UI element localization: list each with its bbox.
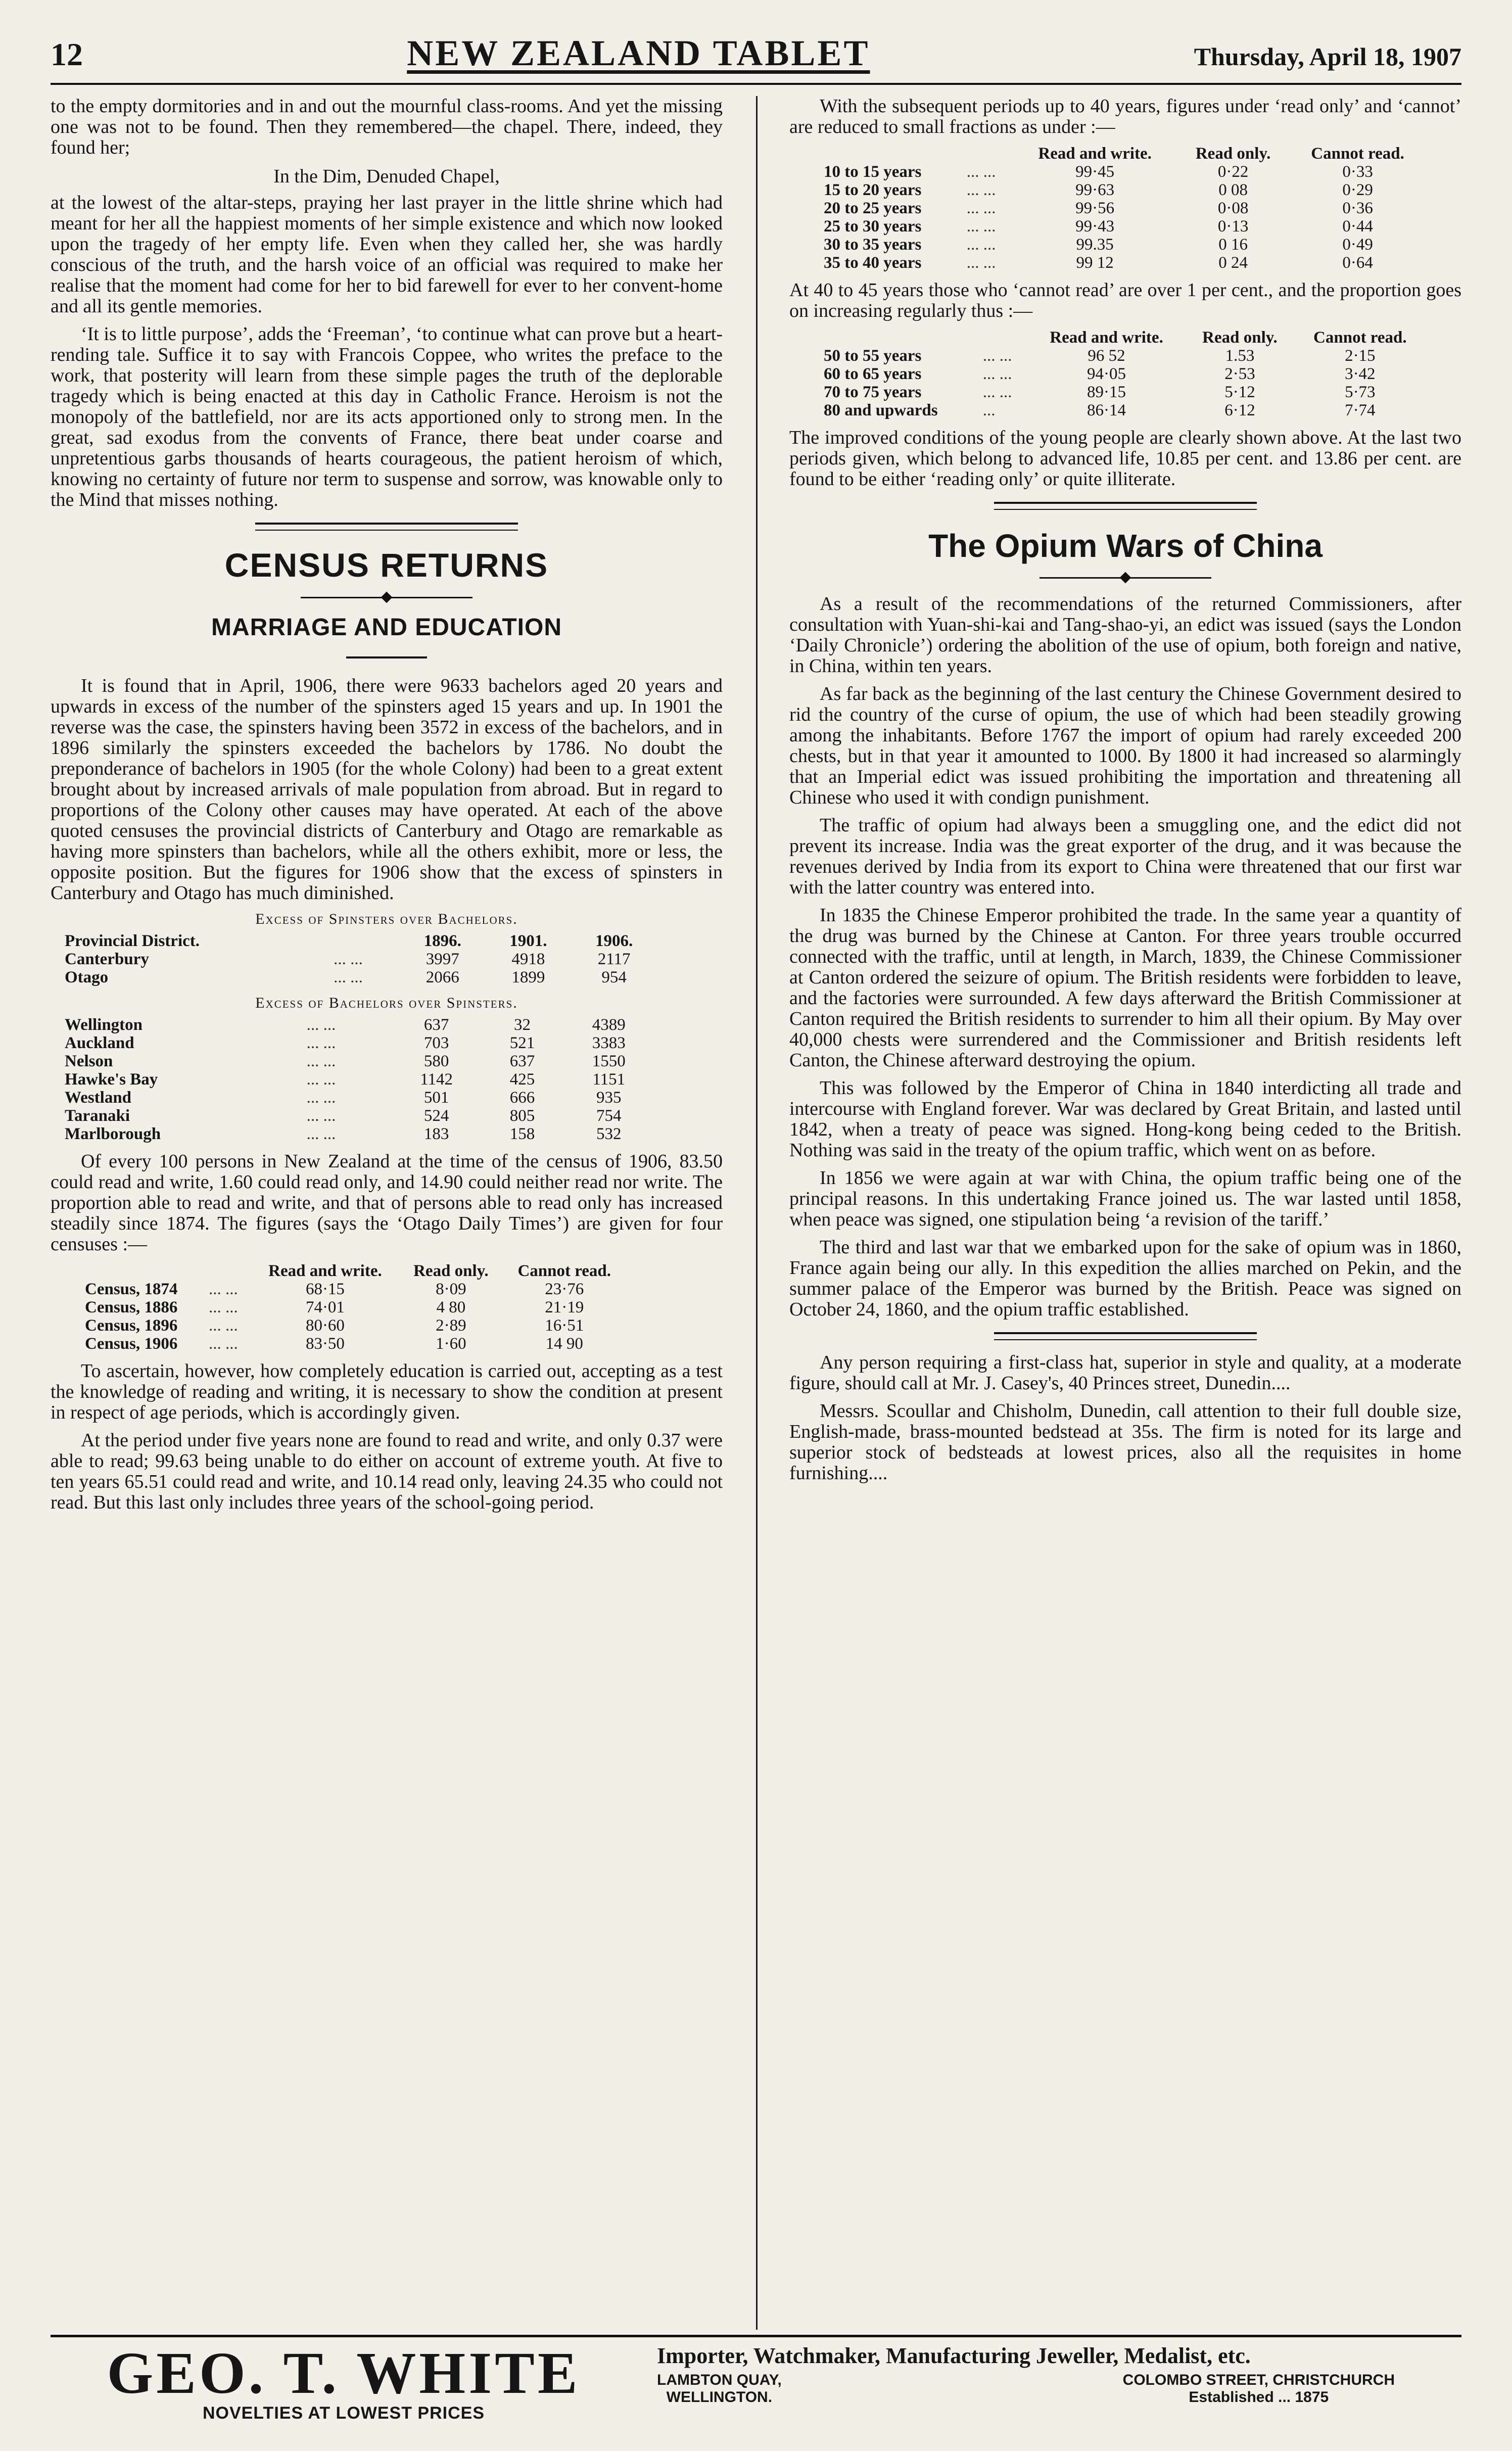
- subhead-chapel: In the Dim, Denuded Chapel,: [273, 166, 500, 187]
- paragraph-scoullar-notice: Messrs. Scoullar and Chisholm, Dunedin, call attention to their full double size, English-made, brass-mounted bedstead at 35s. The firm is noted for its large and superior stock of bedsteads at lowest prices, also all the requisites in home furnishing....: [789, 1400, 1461, 1484]
- diamond-rule: [301, 592, 472, 602]
- advert-name: GEO. T. WHITE: [107, 2340, 581, 2406]
- short-rule: [346, 656, 427, 664]
- left-column: [51, 96, 723, 2330]
- table-literacy-ages-old: [820, 328, 1426, 419]
- table-row: Census, 1874 ... ... 68·15 8·09 23·76: [85, 1280, 584, 1298]
- table-row: Westland ... ... 501 666 935: [65, 1089, 622, 1107]
- right-column: [789, 96, 1461, 2330]
- paragraph-opium-7: The third and last war that we embarked upon for the sake of opium was in 1860, France again being our ally. In this expedition the allies marched on Pekin, and the summer palace of the Emperor was burned by the British. Peace was signed on October 24, 1860, and the opium traffic established.: [789, 1237, 1461, 1320]
- section-rule: [994, 502, 1257, 510]
- table-row: 10 to 15 years ... ... 99·45 0·22 0·33: [824, 163, 1373, 181]
- table-literacy-ages-young: [820, 145, 1426, 272]
- paragraph-opium-6: In 1856 we were again at war with China, the opium traffic being one of the principal reasons. In this undertaking France joined us. The war lasted until 1858, when peace was signed, one stipulation being ‘a revision of the tariff.’: [789, 1167, 1461, 1230]
- table-header: Read only.: [1202, 328, 1278, 347]
- table-header: Read and write.: [268, 1262, 382, 1280]
- paragraph-convent-intro: to the empty dormitories and in and out the mournful class-rooms. And yet the missing one was not to be found. Then they remembered—the chapel. There, indeed, they found her;: [51, 96, 723, 158]
- table-header: Read only.: [1195, 145, 1271, 163]
- table-row: 25 to 30 years ... ... 99·43 0·13 0·44: [824, 217, 1373, 235]
- advert-address-christchurch: COLOMBO STREET, CHRISTCHURCH Established ... 1875: [1122, 2372, 1395, 2406]
- table-row: 60 to 65 years ... ... 94·05 2·53 3·42: [824, 365, 1376, 383]
- table-row: Wellington ... ... 637 32 4389: [65, 1016, 626, 1034]
- table-header: Read and write.: [1050, 328, 1163, 347]
- advert-addresses: [657, 2372, 1395, 2406]
- advert-rule: [51, 2335, 1461, 2337]
- table-bachelors-excess: [61, 1016, 657, 1143]
- census-kicker: MARRIAGE AND EDUCATION: [211, 614, 562, 641]
- paragraph-opium-2: As far back as the beginning of the last century the Chinese Government desired to rid the country of the curse of opium, the use of which had been steadily growing among the inhabitants. Before 1767 the import of opium had rarely exceeded 200 chests, but in that year it amounted to 1000. By 1800 it had increased so alarmingly that an Imperial edict was issued prohibiting the importation and threatening all Chinese who used it with condign punishment.: [789, 683, 1461, 808]
- table-row: Census, 1886 ... ... 74·01 4 80 21·19: [85, 1298, 584, 1316]
- paragraph-freeman: ‘It is to little purpose’, adds the ‘Freeman’, ‘to continue what can prove but a heart-rending tale. Suffice it to say with Francois Coppee, who writes the preface to the work, that posterity will learn from these simple pages the truth of the deplorable tragedy which is being enacted at this day in Catholic France. Heroism is not the monopoly of the battlefield, nor are its acts apportioned only to strong men. In the great, sad exodus from the convents of France, there beat under coarse and unpretentious garbs thousands of hearts courageous, the patient heroism of which, knowing no certainty of future nor term to suspense and sorrow, was knowable only to the Mind that misses nothing.: [51, 323, 723, 510]
- paragraph-opium-5: This was followed by the Emperor of China in 1840 interdicting all trade and intercourse with England forever. War was declared by Great Britain, and lasted until 1842, when a treaty of peace was signed. Hong-kong being ceded to the British. Nothing was said in the treaty of the opium traffic, which went on as before.: [789, 1077, 1461, 1161]
- paragraph-hat-notice: Any person requiring a first-class hat, superior in style and quality, at a moderate figure, should call at Mr. J. Casey's, 40 Princes street, Dunedin....: [789, 1352, 1461, 1394]
- table-row: 50 to 55 years ... ... 96 52 1.53 2·15: [824, 347, 1376, 365]
- advertisement: [51, 2340, 1461, 2444]
- paragraph-improved: The improved conditions of the young people are clearly shown above. At the last two periods given, which belong to advanced life, 10.85 per cent. and 13.86 per cent. are found to be either ‘reading only’ or quite illiterate.: [789, 427, 1461, 490]
- paragraph-opium-4: In 1835 the Chinese Emperor prohibited the trade. In the same year a quantity of the drug was burned by the Chinese at Canton. For three years trouble occurred connected with the traffic, until at length, in March, 1839, the Chinese Commissioner at Canton ordered the seizure of opium. The British residents were forbidden to leave, and the factories were surrounded. A few days afterward the British Commissioner at Canton required the British residents to surrender to him all their opium. By May over 40,000 chests were surrendered and the Commissioner and British residents left Canton, the Chinese afterward destroying the opium.: [789, 905, 1461, 1071]
- advert-brand: [51, 2340, 637, 2423]
- advert-tagline: NOVELTIES AT LOWEST PRICES: [202, 2403, 485, 2423]
- paragraph-forty: At 40 to 45 years those who ‘cannot read’ are over 1 per cent., and the proportion goes on increasing regularly thus :—: [789, 279, 1461, 321]
- table-header: 1906.: [595, 932, 633, 950]
- table-header: Cannot read.: [517, 1262, 611, 1280]
- table-row: 30 to 35 years ... ... 99.35 0 16 0·49: [824, 235, 1373, 254]
- paragraph-census-4: At the period under five years none are found to read and write, and only 0.37 were able to read; 99.63 being unable to do either on account of extreme youth. At five to ten years 65.51 could read and write, and 10.14 read only, leaving 24.35 who could not read. But this last only includes three years of the school-going period.: [51, 1430, 723, 1513]
- issue-date: Thursday, April 18, 1907: [1194, 42, 1461, 71]
- table-row: 35 to 40 years ... ... 99 12 0 24 0·64: [824, 254, 1373, 272]
- table-row: Nelson ... ... 580 637 1550: [65, 1052, 626, 1070]
- paragraph-periods: With the subsequent periods up to 40 years, figures under ‘read only’ and ‘cannot’ are reduced to small fractions as under :—: [789, 96, 1461, 137]
- paper-title: NEW ZEALAND TABLET: [407, 33, 870, 73]
- table-header: Provincial District.: [65, 932, 200, 950]
- paragraph-census-2: Of every 100 persons in New Zealand at the time of the census of 1906, 83.50 could read and write, 1.60 could read only, and 14.90 could neither read nor write. The proportion able to read and write, and that of persons able to read only has increased steadily since 1874. The figures (says the ‘Otago Daily Times’) are given for four censuses :—: [51, 1151, 723, 1255]
- table-header: Read and write.: [1038, 145, 1152, 163]
- columns: [51, 96, 1461, 2330]
- table-header: 1896.: [423, 932, 461, 950]
- table-row: Hawke's Bay ... ... 1142 425 1151: [65, 1070, 626, 1089]
- table-row: Census, 1896 ... ... 80·60 2·89 16·51: [85, 1316, 584, 1335]
- advert-info: [637, 2343, 1461, 2406]
- table-row: Canterbury ... ... 3997 4918 2117: [65, 950, 631, 968]
- table-header: Cannot read.: [1311, 145, 1404, 163]
- section-rule: [994, 1332, 1257, 1340]
- paragraph-census-1: It is found that in April, 1906, there were 9633 bachelors aged 20 years and upwards in excess of the number of the spinsters aged 15 years and up. In 1901 the reverse was the case, the spinsters having been 3572 in excess of the bachelors, and in 1896 similarly the spinsters exceeded the bachelors by 1786. No doubt the preponderance of bachelors in 1905 (for the whole Colony) had been to a great extent brought about by increased arrivals of male population from abroad. But in regard to proportions of the Colony other causes may have operated. At each of the above quoted censuses the provincial districts of Canterbury and Otago are remarkable as having more spinsters than bachelors, while all the others exhibit, more or less, the opposite position. But the figures for 1906 show that the excess of spinsters in Canterbury and Otago has much diminished.: [51, 675, 723, 904]
- table-row: Auckland ... ... 703 521 3383: [65, 1034, 626, 1052]
- table-header: 1901.: [509, 932, 547, 950]
- table-caption-spinsters: Excess of Spinsters over Bachelors.: [255, 911, 518, 927]
- section-rule: [255, 523, 518, 531]
- table-spinsters-excess: [61, 932, 657, 986]
- table-header: Read only.: [413, 1262, 489, 1280]
- table-row: Census, 1906 ... ... 83·50 1·60 14 90: [85, 1335, 583, 1353]
- page-number: 12: [51, 36, 83, 72]
- table-row: 20 to 25 years ... ... 99·56 0·08 0·36: [824, 199, 1373, 217]
- table-row: Otago ... ... 2066 1899 954: [65, 968, 627, 986]
- advert-trades: Importer, Watchmaker, Manufacturing Jeweller, Medalist, etc.: [657, 2343, 1251, 2368]
- table-row: 80 and upwards ... 86·14 6·12 7·74: [824, 401, 1376, 419]
- paragraph-opium-3: The traffic of opium had always been a smuggling one, and the edict did not prevent its increase. India was the great exporter of the drug, and it was because the revenues derived by India from its export to China were threatened that our first war with the latter country was entered into.: [789, 815, 1461, 898]
- paragraph-chapel: at the lowest of the altar-steps, praying her last prayer in the little shrine which had meant for her all the happiest moments of her simple existence and which now looked upon the tragedy of her empty life. Even when they called her, she was hardly conscious of the truth, and the harsh voice of an official was required to make her realise that the moment had come for her to bid farewell for ever to her convent-home and all its gentle memories.: [51, 192, 723, 317]
- census-headline: CENSUS RETURNS: [224, 546, 549, 584]
- opium-headline: The Opium Wars of China: [928, 528, 1322, 564]
- table-row: 15 to 20 years ... ... 99·63 0 08 0·29: [824, 181, 1373, 199]
- advert-address-wellington: LAMBTON QUAY, WELLINGTON.: [657, 2372, 782, 2406]
- paragraph-opium-1: As a result of the recommendations of the returned Commissioners, after consultation with Yuan-shi-kai and Tang-shao-yi, an edict was issued (says the London ‘Daily Chronicle’) ordering the abolition of the use of opium, both foreign and native, in China, within ten years.: [789, 593, 1461, 677]
- table-literacy-censuses: [81, 1262, 627, 1353]
- table-row: Taranaki ... ... 524 805 754: [65, 1107, 622, 1125]
- table-row: 70 to 75 years ... ... 89·15 5·12 5·73: [824, 383, 1376, 401]
- masthead: [51, 32, 1461, 85]
- column-divider: [756, 96, 758, 2330]
- diamond-rule: [1040, 573, 1211, 583]
- table-caption-bachelors: Excess of Bachelors over Spinsters.: [255, 995, 518, 1011]
- paragraph-census-3: To ascertain, however, how completely education is carried out, accepting as a test the knowledge of reading and writing, it is necessary to show the condition at present in respect of age periods, which is accordingly given.: [51, 1360, 723, 1423]
- table-header: Cannot read.: [1313, 328, 1407, 347]
- table-row: Marlborough ... ... 183 158 532: [65, 1125, 622, 1143]
